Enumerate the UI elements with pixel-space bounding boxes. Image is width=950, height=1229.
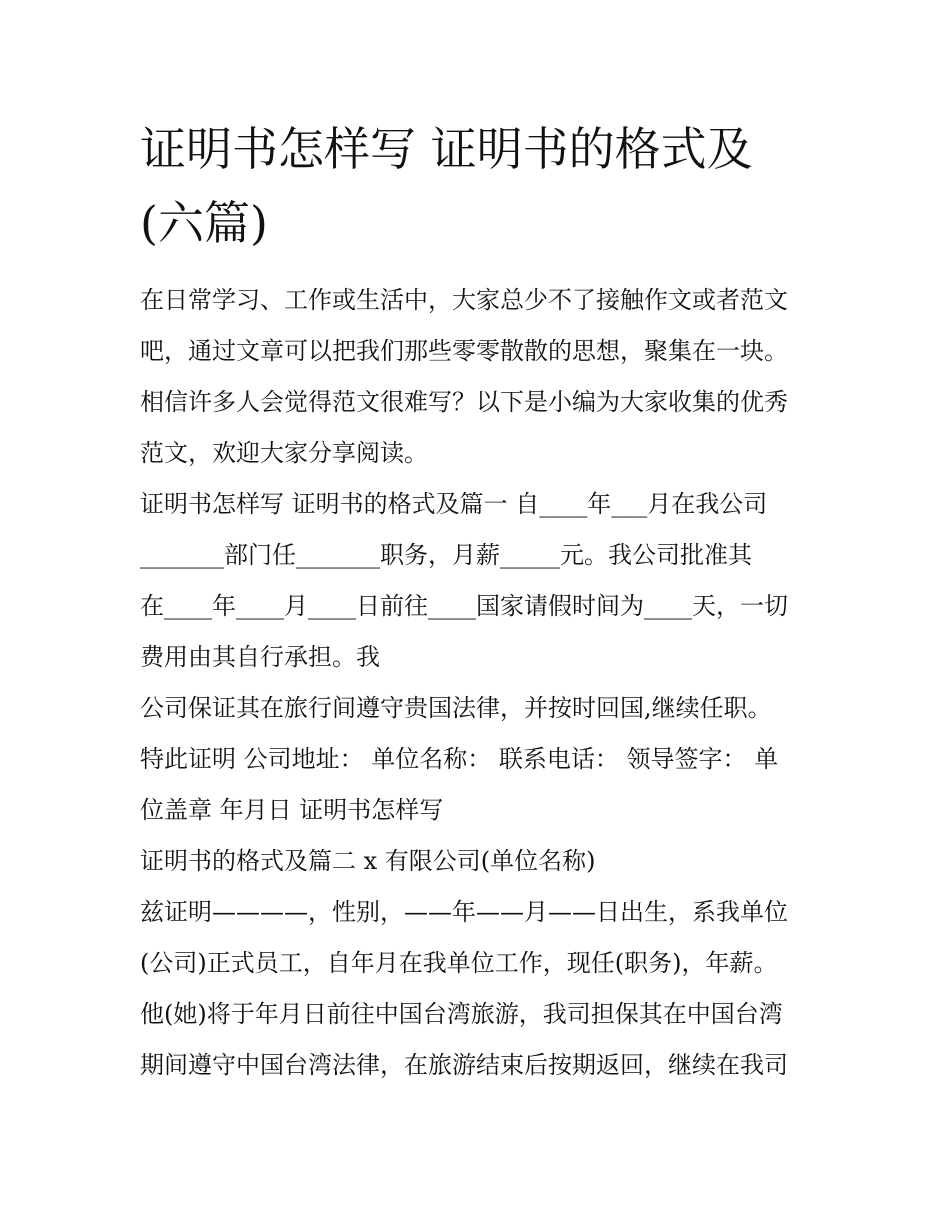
- body-line: (公司)正式员工，自年月在我单位工作，现任(职务)，年薪。: [140, 949, 778, 977]
- body-line: 吧，通过文章可以把我们那些零零散散的思想，聚集在一块。: [140, 337, 788, 365]
- title-line: (六篇): [140, 196, 268, 250]
- body-line: 特此证明 公司地址： 单位名称： 联系电话： 领导签字： 单: [140, 745, 779, 773]
- body-line: 在日常学习、工作或生活中，大家总少不了接触作文或者范文: [140, 286, 788, 314]
- body-line: 他(她)将于年月日前往中国台湾旅游，我司担保其在中国台湾: [140, 1000, 783, 1028]
- document-title: [140, 112, 830, 260]
- body-line: 在____年____月____日前往____国家请假时间为____天，一切: [140, 592, 788, 620]
- body-line: 公司保证其在旅行间遵守贵国法律，并按时回国,继续任职。: [140, 694, 772, 722]
- body-line: 相信许多人会觉得范文很难写？以下是小编为大家收集的优秀: [140, 388, 788, 416]
- body-line: 证明书的格式及篇二 x 有限公司(单位名称): [140, 847, 596, 875]
- document-body: [140, 275, 840, 1091]
- body-line: 证明书怎样写 证明书的格式及篇一 自____年___月在我公司: [140, 490, 768, 518]
- body-line: _______部门任_______职务，月薪_____元。我公司批准其: [140, 541, 752, 569]
- body-line: 兹证明————，性别，——年——月——日出生，系我单位: [140, 898, 788, 926]
- body-line: 位盖章 年月日 证明书怎样写: [140, 796, 444, 824]
- title-line: 证明书怎样写 证明书的格式及: [140, 122, 753, 176]
- body-line: 范文，欢迎大家分享阅读。: [140, 439, 428, 467]
- body-line: 费用由其自行承担。我: [140, 643, 380, 671]
- body-line: 期间遵守中国台湾法律，在旅游结束后按期返回，继续在我司: [140, 1051, 788, 1079]
